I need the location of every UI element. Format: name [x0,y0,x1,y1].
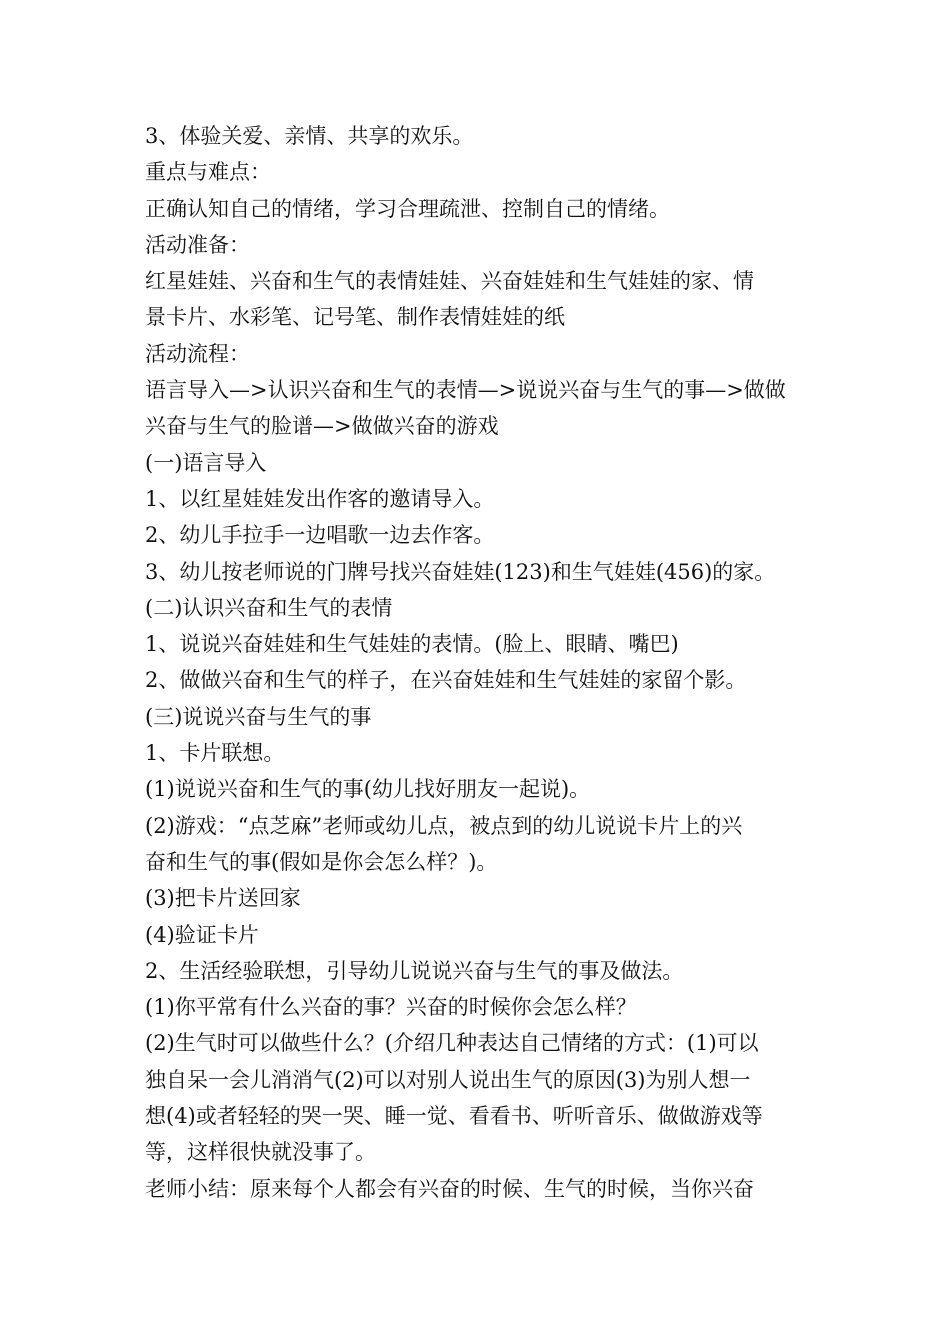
text-line: 等，这样很快就没事了。 [145,1140,376,1165]
list-item: (1)你平常有什么兴奋的事？兴奋的时候你会怎么样？ [145,995,637,1020]
list-item: 2、做做兴奋和生气的样子，在兴奋娃娃和生气娃娃的家留个影。 [145,668,747,693]
text-line: 正确认知自己的情绪，学习合理疏泄、控制自己的情绪。 [145,196,670,221]
list-item: 1、说说兴奋娃娃和生气娃娃的表情。(脸上、眼睛、嘴巴) [145,632,679,657]
list-item: 2、生活经验联想，引导幼儿说说兴奋与生气的事及做法。 [145,958,684,983]
text-line: 兴奋与生气的脸谱—>做做兴奋的游戏 [145,414,499,439]
text-line: 3、体验关爱、亲情、共享的欢乐。 [145,124,474,148]
section-heading: 活动准备： [145,232,250,257]
text-line: 语言导入—>认识兴奋和生气的表情—>说说兴奋与生气的事—>做做 [145,378,786,403]
text-line: 想(4)或者轻轻的哭一哭、睡一觉、看看书、听听音乐、做做游戏等 [145,1104,763,1129]
document-body [145,118,813,1207]
list-item: (2)生气时可以做些什么？(介绍几种表达自己情绪的方式：(1)可以 [145,1031,759,1056]
section-heading: (三)说说兴奋与生气的事 [145,704,372,729]
list-item: 1、卡片联想。 [145,741,285,766]
list-item: (4)验证卡片 [145,922,259,947]
list-item: 3、幼儿按老师说的门牌号找兴奋娃娃(123)和生气娃娃(456)的家。 [145,559,776,584]
list-item: 1、以红星娃娃发出作客的邀请导入。 [145,486,495,511]
list-item: (3)把卡片送回家 [145,886,301,911]
section-heading: (一)语言导入 [145,450,267,475]
section-heading: 重点与难点： [145,160,271,185]
text-line: 景卡片、水彩笔、记号笔、制作表情娃娃的纸 [145,305,565,330]
text-line: 老师小结：原来每个人都会有兴奋的时候、生气的时候，当你兴奋 [145,1176,754,1201]
text-line: 红星娃娃、兴奋和生气的表情娃娃、兴奋娃娃和生气娃娃的家、情 [145,269,754,294]
text-line: 奋和生气的事(假如是你会怎么样？)。 [145,849,498,874]
list-item: 2、幼儿手拉手一边唱歌一边去作客。 [145,523,495,548]
section-heading: 活动流程： [145,341,250,366]
list-item: (2)游戏：“点芝麻”老师或幼儿点，被点到的幼儿说说卡片上的兴 [145,813,743,838]
text-line: 独自呆一会儿消消气(2)可以对别人说出生气的原因(3)为别人想一 [145,1067,751,1092]
section-heading: (二)认识兴奋和生气的表情 [145,595,393,620]
list-item: (1)说说兴奋和生气的事(幼儿找好朋友一起说)。 [145,777,591,802]
